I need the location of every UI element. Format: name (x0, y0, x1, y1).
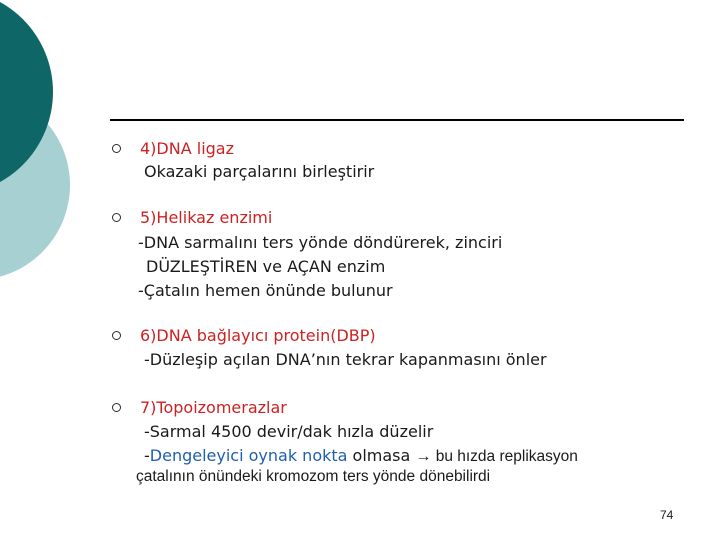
item-title: 5)Helikaz enzimi (140, 208, 273, 227)
bullet-icon (112, 403, 121, 412)
item-line: -DNA sarmalını ters yönde döndürerek, zinciri (138, 233, 503, 252)
title-divider (110, 119, 684, 121)
item-title: 6)DNA bağlayıcı protein(DBP) (140, 326, 376, 345)
item-title: 7)Topoizomerazlar (140, 398, 287, 417)
bullet-icon (112, 144, 121, 153)
item-line: Okazaki parçalarını birleştirir (144, 162, 375, 181)
item-line: -Çatalın hemen önünde bulunur (138, 281, 393, 300)
item-continuation: çatalının önündeki kromozom ters yönde dönebilirdi (136, 468, 491, 485)
highlight-text: Dengeleyici oynak nokta (149, 446, 348, 465)
after-text: olmasa (347, 446, 416, 465)
item-line-highlight (144, 446, 578, 467)
item-line: -Düzleşip açılan DNA’nın tekrar kapanmasını önler (144, 350, 547, 369)
arrow-icon: → (415, 448, 432, 465)
bullet-icon (112, 331, 121, 340)
bullet-icon (112, 213, 121, 222)
item-line: DÜZLEŞTİREN ve AÇAN enzim (146, 257, 386, 276)
decorative-circles (0, 0, 90, 300)
tail-text: bu hızda replikasyon (431, 448, 578, 465)
item-line: -Sarmal 4500 devir/dak hızla düzelir (144, 422, 434, 441)
dash-prefix: - (144, 446, 150, 465)
page-number: 74 (660, 508, 674, 522)
item-title: 4)DNA ligaz (140, 139, 234, 158)
decorative-circles-graphic (0, 0, 90, 300)
